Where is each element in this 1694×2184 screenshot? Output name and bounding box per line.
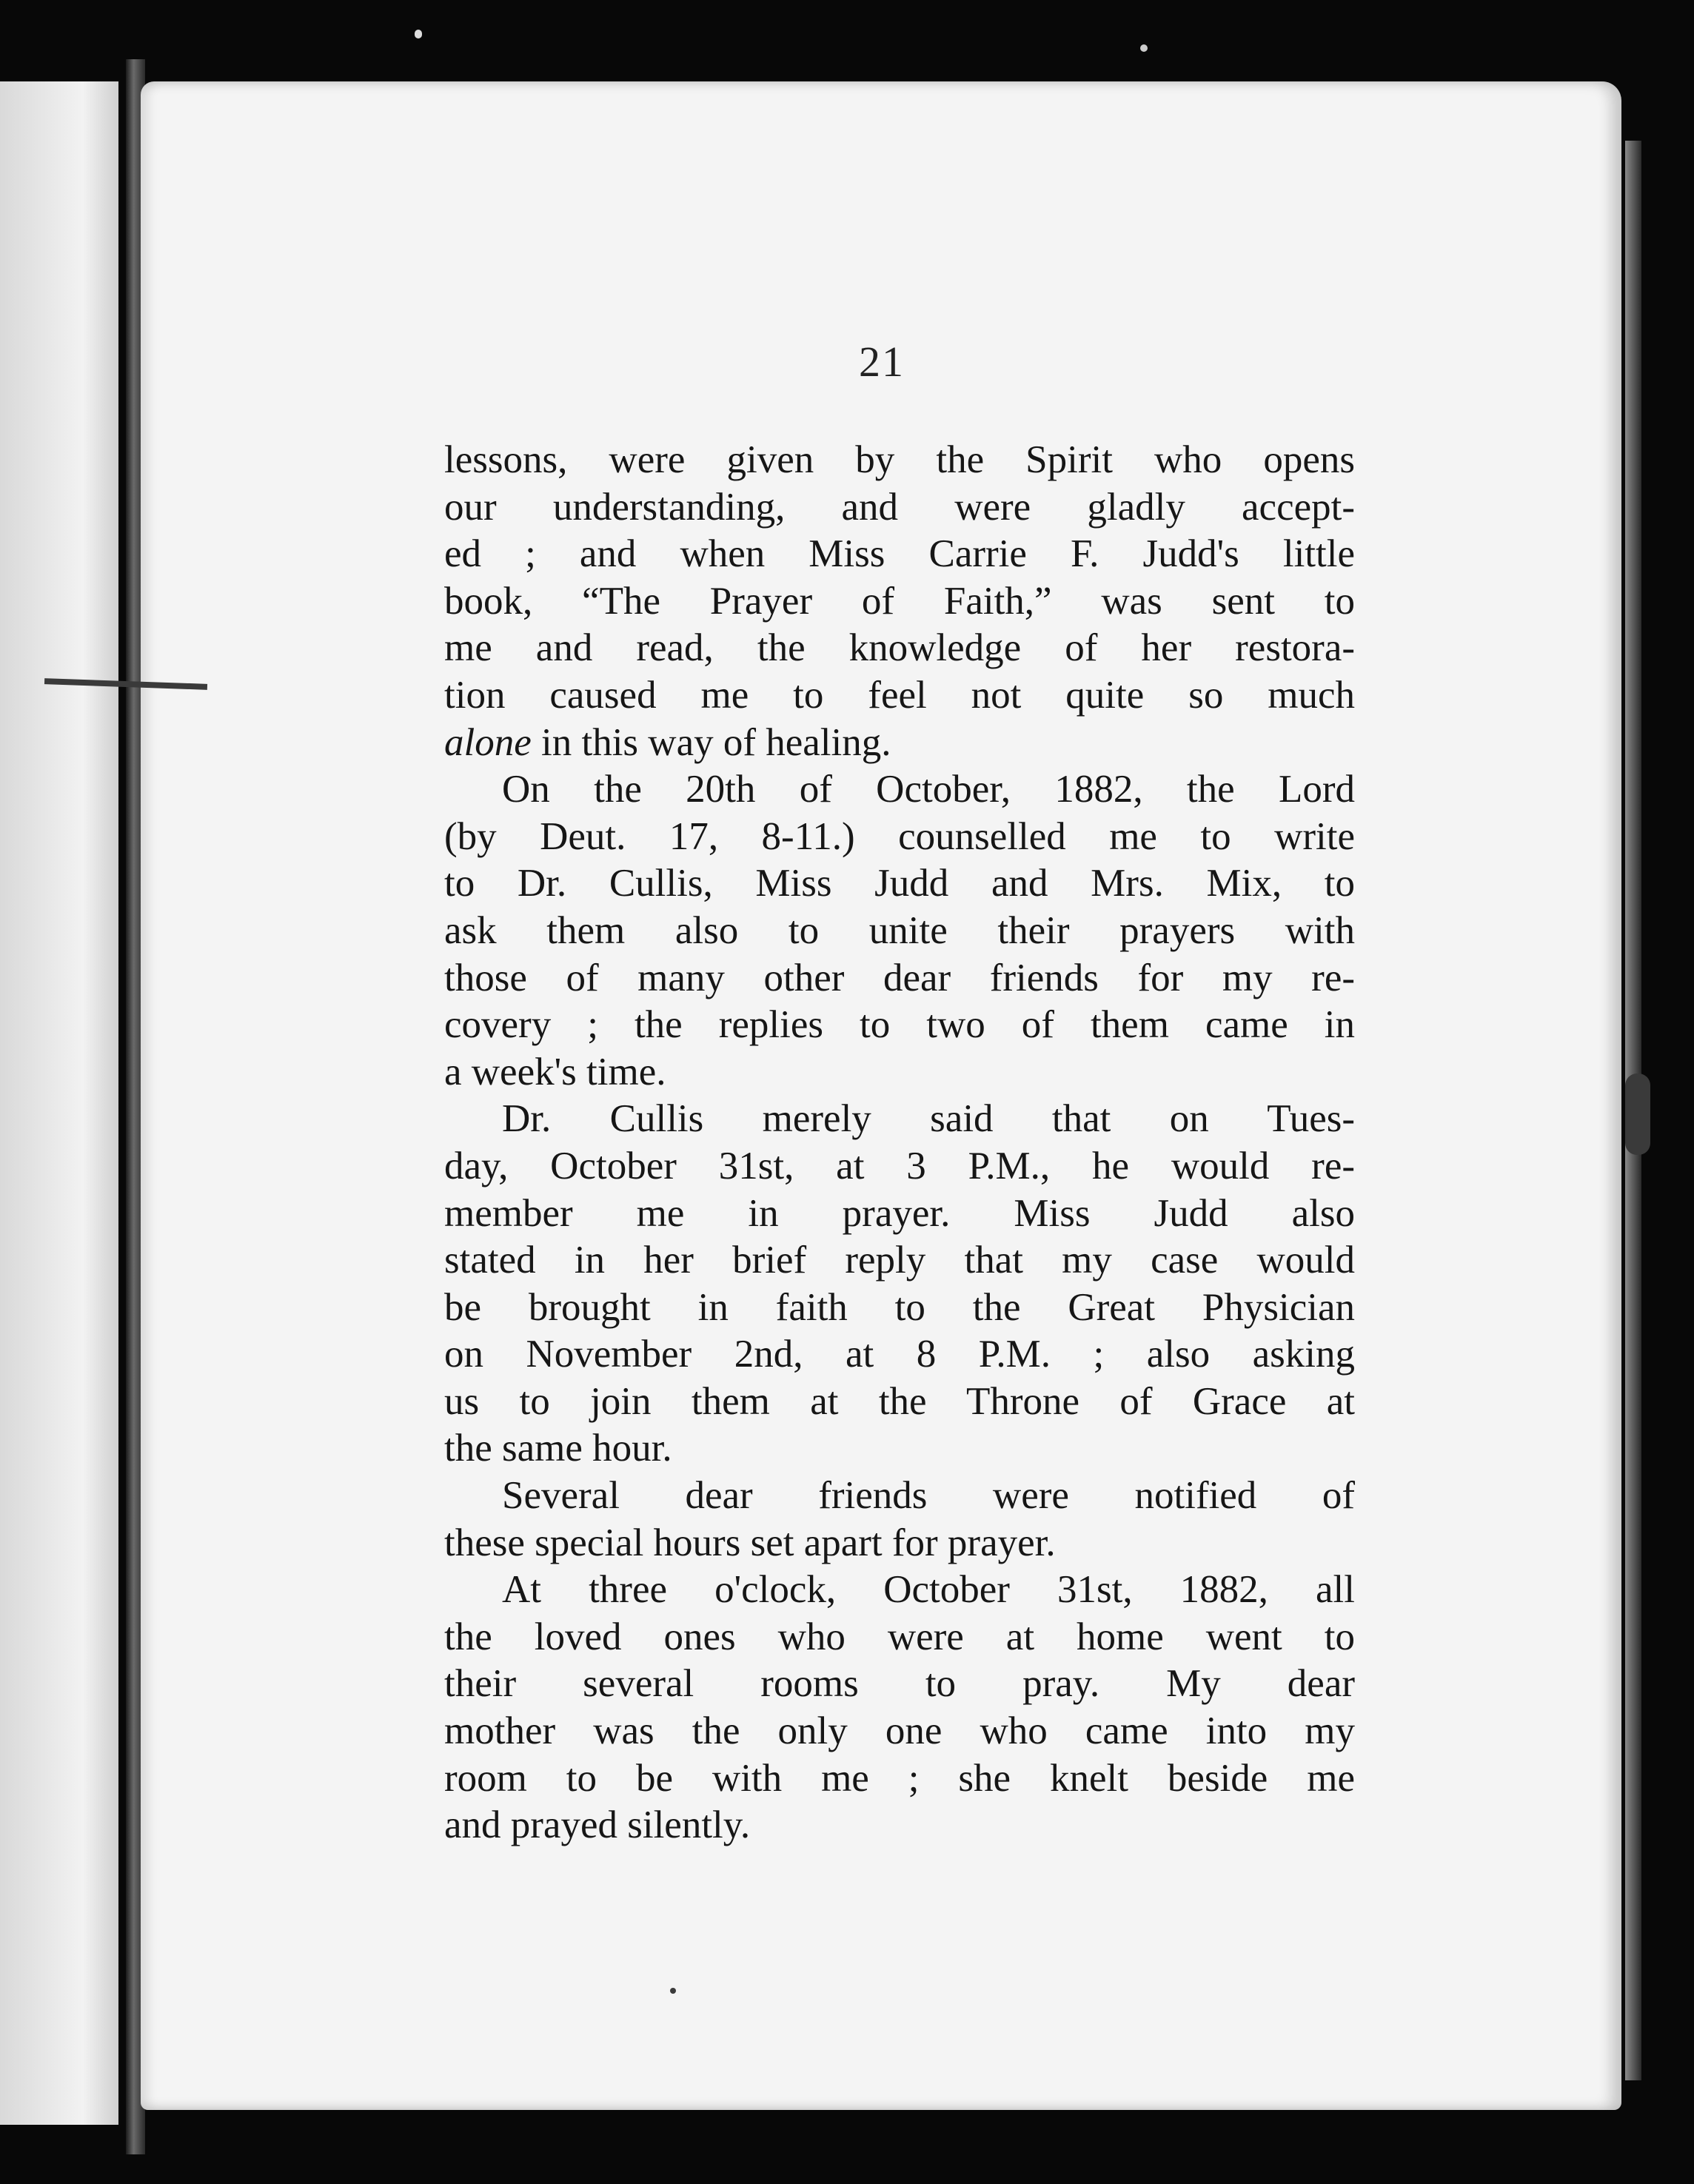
scan-speck bbox=[1140, 44, 1148, 52]
scan-speck bbox=[1625, 1073, 1650, 1155]
text-line: mother was the only one who came into my bbox=[444, 1709, 1355, 1753]
text-line: to Dr. Cullis, Miss Judd and Mrs. Mix, to bbox=[444, 862, 1355, 905]
text-line: day, October 31st, at 3 P.M., he would re- bbox=[444, 1144, 1355, 1188]
text-line: us to join them at the Throne of Grace at bbox=[444, 1379, 1355, 1423]
text-line: on November 2nd, at 8 P.M. ; also asking bbox=[444, 1333, 1355, 1376]
text-line: Dr. Cullis merely said that on Tues- bbox=[502, 1097, 1355, 1141]
text-line: the same hour. bbox=[444, 1427, 672, 1470]
text-line: ed ; and when Miss Carrie F. Judd's little bbox=[444, 532, 1355, 576]
scan-speck bbox=[415, 30, 422, 38]
scan-speck bbox=[670, 1988, 676, 1994]
text-line: me and read, the knowledge of her restora- bbox=[444, 626, 1355, 670]
text-line: book, “The Prayer of Faith,” was sent to bbox=[444, 579, 1355, 623]
text-line: On the 20th of October, 1882, the Lord bbox=[502, 768, 1355, 811]
text-line: room to be with me ; she knelt beside me bbox=[444, 1756, 1355, 1800]
text-line: ask them also to unite their prayers with bbox=[444, 908, 1355, 952]
text-line: covery ; the replies to two of them came in bbox=[444, 1003, 1355, 1047]
text-line: our understanding, and were gladly accept- bbox=[444, 485, 1355, 529]
text-line: a week's time. bbox=[444, 1050, 666, 1093]
text-line: stated in her brief reply that my case would bbox=[444, 1239, 1355, 1282]
text-line: Several dear friends were notified of bbox=[502, 1474, 1355, 1518]
text-line: the loved ones who were at home went to bbox=[444, 1615, 1355, 1658]
italic-word: alone bbox=[444, 720, 532, 764]
text-line: member me in prayer. Miss Judd also bbox=[444, 1191, 1355, 1235]
text-line: At three o'clock, October 31st, 1882, all bbox=[502, 1568, 1355, 1612]
text-line: tion caused me to feel not quite so much bbox=[444, 673, 1355, 717]
text-line: alone in this way of healing. bbox=[444, 720, 891, 764]
text-line: (by Deut. 17, 8-11.) counselled me to write bbox=[444, 814, 1355, 858]
text-line: their several rooms to pray. My dear bbox=[444, 1662, 1355, 1706]
left-page-edge bbox=[0, 81, 118, 2125]
text-line: be brought in faith to the Great Physician bbox=[444, 1285, 1355, 1329]
text-line: and prayed silently. bbox=[444, 1803, 751, 1847]
page-body-text bbox=[444, 437, 1355, 1849]
page-number: 21 bbox=[859, 338, 905, 386]
text-line: these special hours set apart for prayer. bbox=[444, 1521, 1056, 1564]
text-line: lessons, were given by the Spirit who opens bbox=[444, 438, 1355, 481]
text-line: those of many other dear friends for my re- bbox=[444, 956, 1355, 999]
